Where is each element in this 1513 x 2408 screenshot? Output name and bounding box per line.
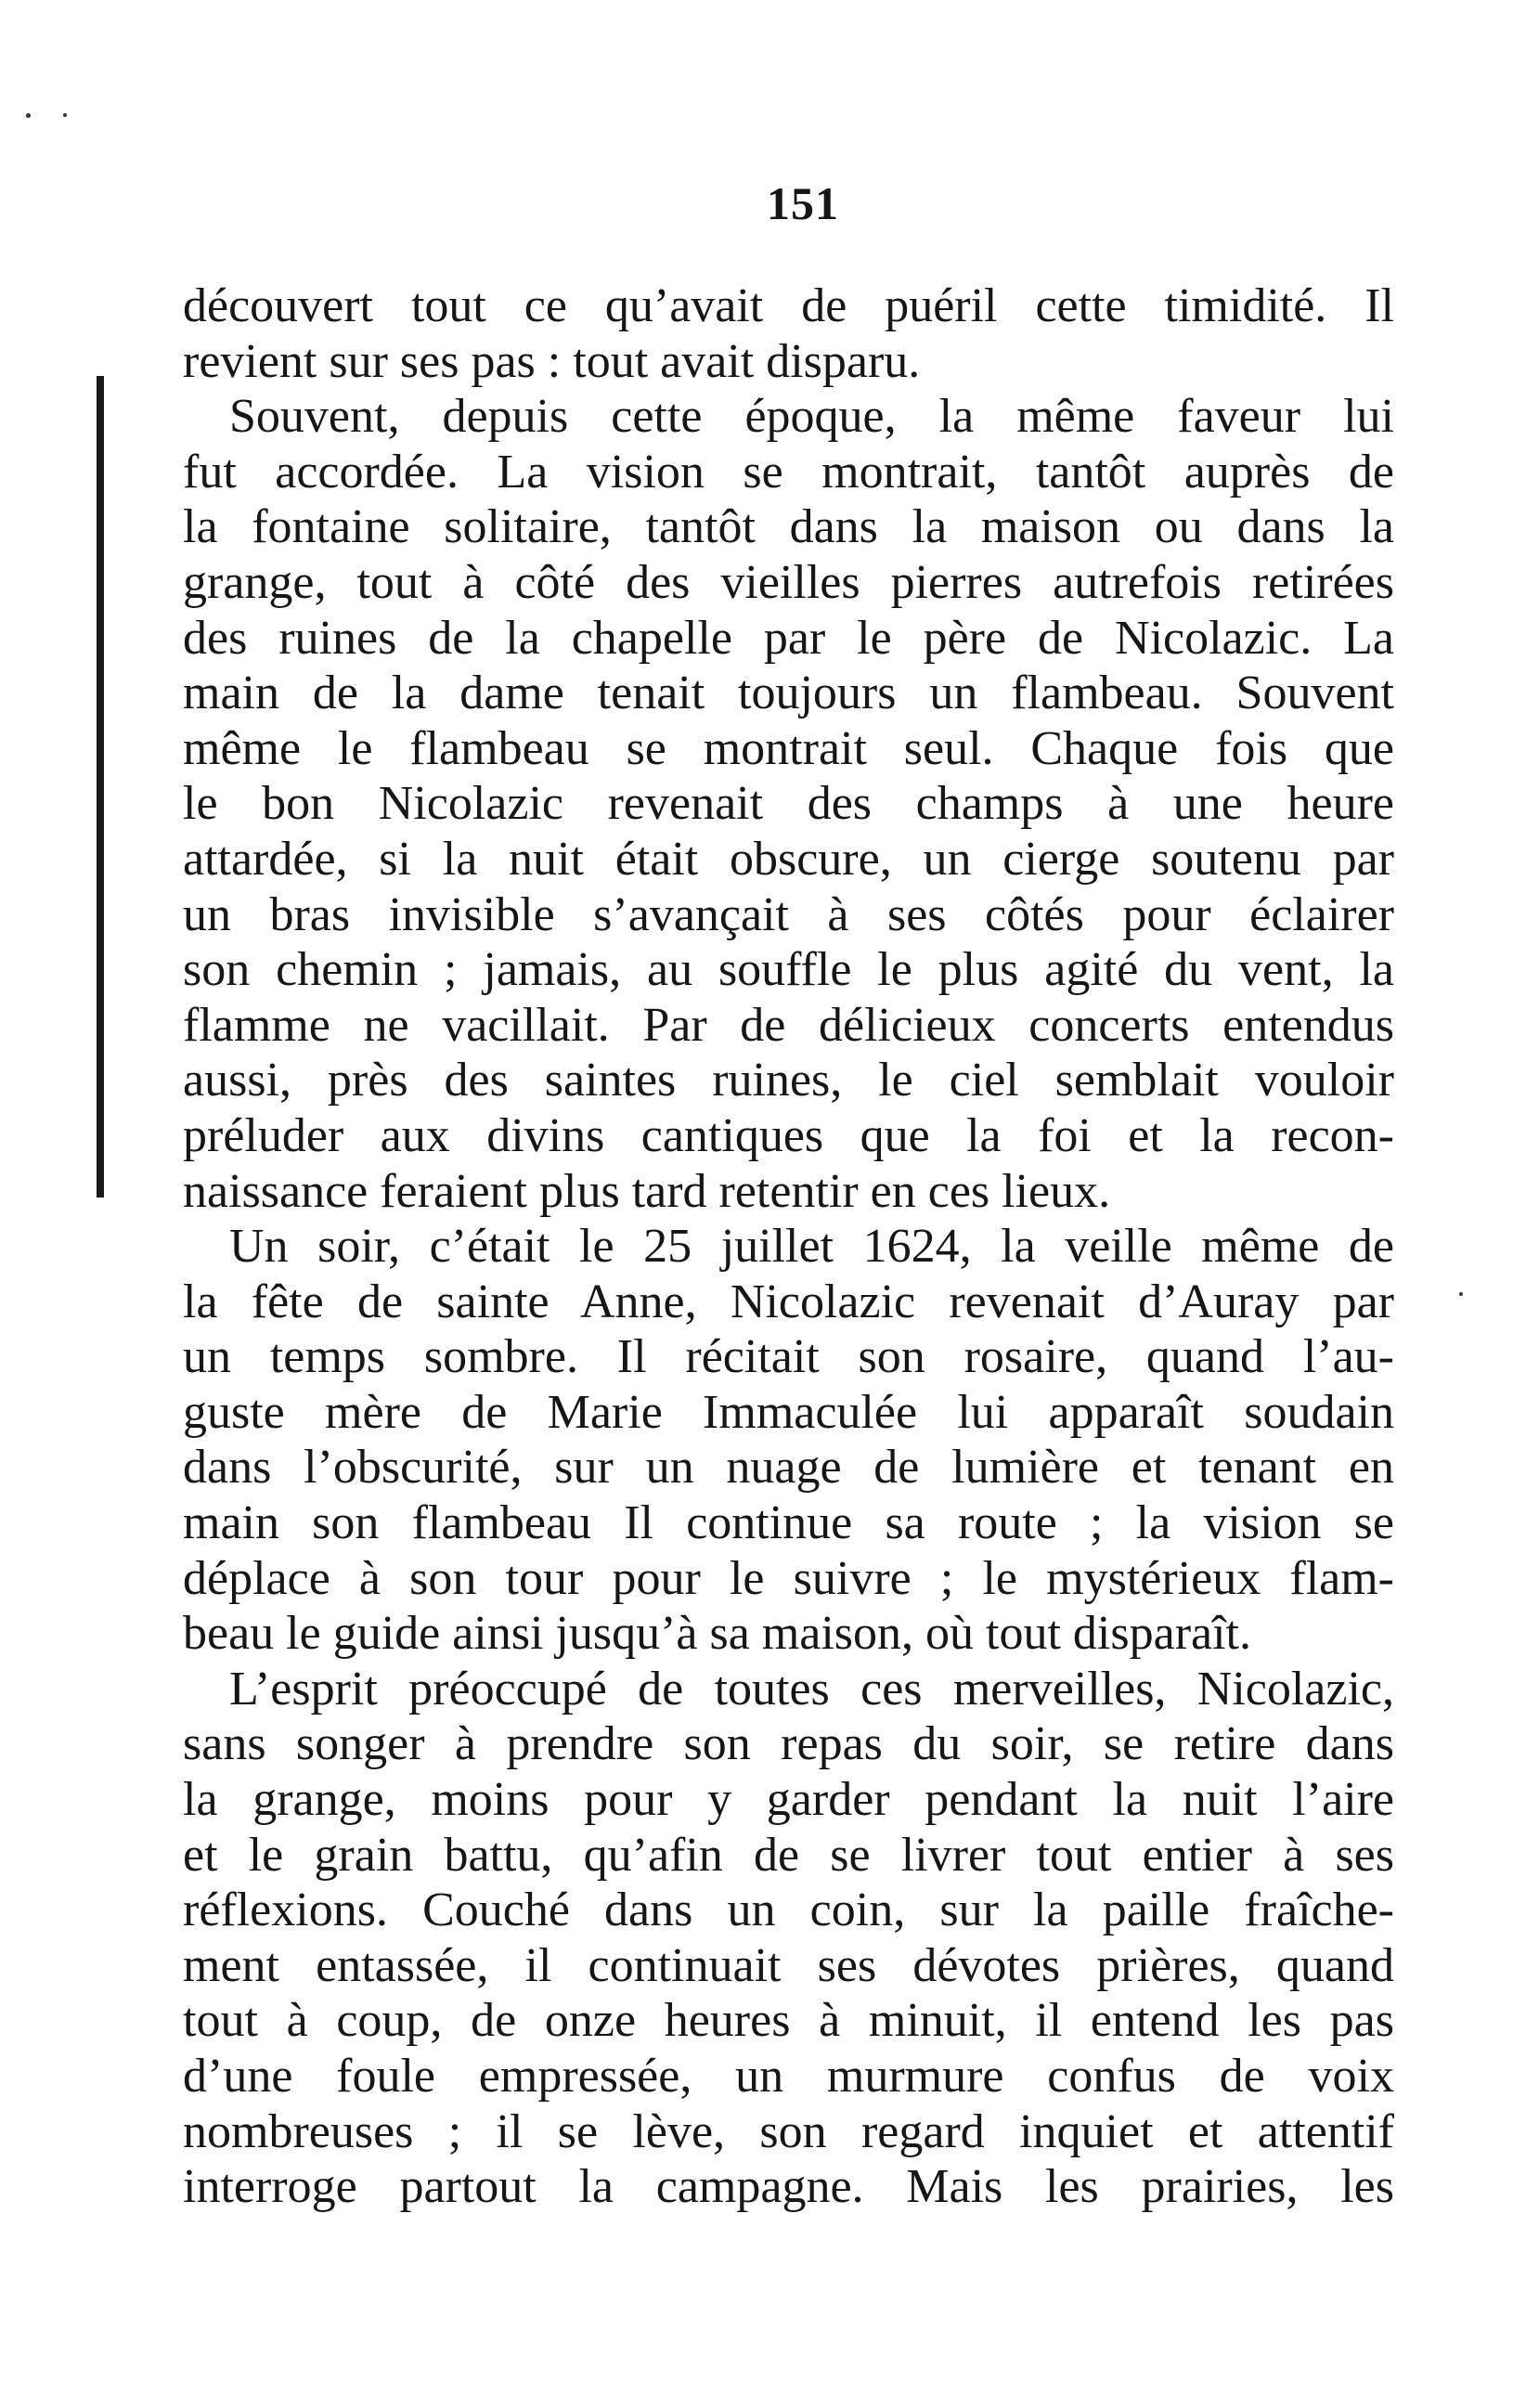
text-line: même le flambeau se montrait seul. Chaque fois que [183, 721, 1394, 775]
text-line: préluder aux divins cantiques que la foi et la recon- [183, 1108, 1394, 1162]
text-line: un bras invisible s’avançait à ses côtés pour éclairer [183, 887, 1394, 941]
text-line: et le grain battu, qu’afin de se livrer tout entier à ses [183, 1828, 1394, 1882]
text-line: Un soir, c’était le 25 juillet 1624, la veille même de [229, 1220, 1394, 1274]
text-line: d’une foule empressée, un murmure confus de voix [183, 2050, 1394, 2103]
scan-speck [1459, 1292, 1463, 1296]
text-line: L’esprit préoccupé de toutes ces merveilles, Nicolazic, [229, 1662, 1394, 1715]
text-line: des ruines de la chapelle par le père de Nicolazic. La [183, 611, 1394, 665]
body-text [183, 278, 1394, 2215]
text-line: fut accordée. La vision se montrait, tantôt auprès de [183, 445, 1394, 498]
text-line: aussi, près des saintes ruines, le ciel semblait vouloir [183, 1054, 1394, 1107]
text-line: son chemin ; jamais, au souffle le plus agité du vent, la [183, 943, 1394, 997]
text-line: un temps sombre. Il récitait son rosaire, quand l’au- [183, 1330, 1394, 1384]
text-line: la fontaine solitaire, tantôt dans la maison ou dans la [183, 500, 1394, 554]
margin-bar [97, 376, 104, 1198]
text-line: découvert tout ce qu’avait de puéril cette timidité. Il [183, 279, 1394, 332]
scan-speck [63, 113, 67, 117]
text-line: revient sur ses pas : tout avait disparu. [183, 334, 921, 388]
scan-speck [26, 113, 31, 118]
text-line: la fête de sainte Anne, Nicolazic revenait d’Auray par [183, 1275, 1394, 1328]
text-line: naissance feraient plus tard retentir en ces lieux. [183, 1164, 1111, 1218]
text-line: attardée, si la nuit était obscure, un cierge soutenu par [183, 832, 1394, 886]
text-line: main de la dame tenait toujours un flambeau. Souvent [183, 667, 1394, 720]
page-number: 151 [767, 177, 839, 229]
text-line: réflexions. Couché dans un coin, sur la paille fraîche- [183, 1884, 1394, 1937]
text-line: flamme ne vacillait. Par de délicieux concerts entendus [183, 998, 1394, 1052]
text-line: Souvent, depuis cette époque, la même faveur lui [229, 390, 1394, 444]
text-line: guste mère de Marie Immaculée lui apparaît soudain [183, 1385, 1394, 1439]
text-line: nombreuses ; il se lève, son regard inquiet et attentif [183, 2104, 1394, 2158]
text-line: beau le guide ainsi jusqu’à sa maison, où tout disparaît. [183, 1607, 1251, 1661]
text-line: sans songer à prendre son repas du soir, se retire dans [183, 1717, 1394, 1771]
text-line: tout à coup, de onze heures à minuit, il entend les pas [183, 1994, 1394, 2048]
text-line: ment entassée, il continuait ses dévotes prières, quand [183, 1938, 1394, 1992]
text-line: déplace à son tour pour le suivre ; le mystérieux flam- [183, 1551, 1394, 1605]
text-line: la grange, moins pour y garder pendant la nuit l’aire [183, 1773, 1394, 1827]
text-line: dans l’obscurité, sur un nuage de lumière et tenant en [183, 1441, 1394, 1495]
text-line: le bon Nicolazic revenait des champs à une heure [183, 777, 1394, 831]
text-line: main son flambeau Il continue sa route ; la vision se [183, 1496, 1394, 1550]
text-line: interroge partout la campagne. Mais les prairies, les [183, 2160, 1394, 2214]
text-line: grange, tout à côté des vieilles pierres autrefois retirées [183, 555, 1394, 609]
